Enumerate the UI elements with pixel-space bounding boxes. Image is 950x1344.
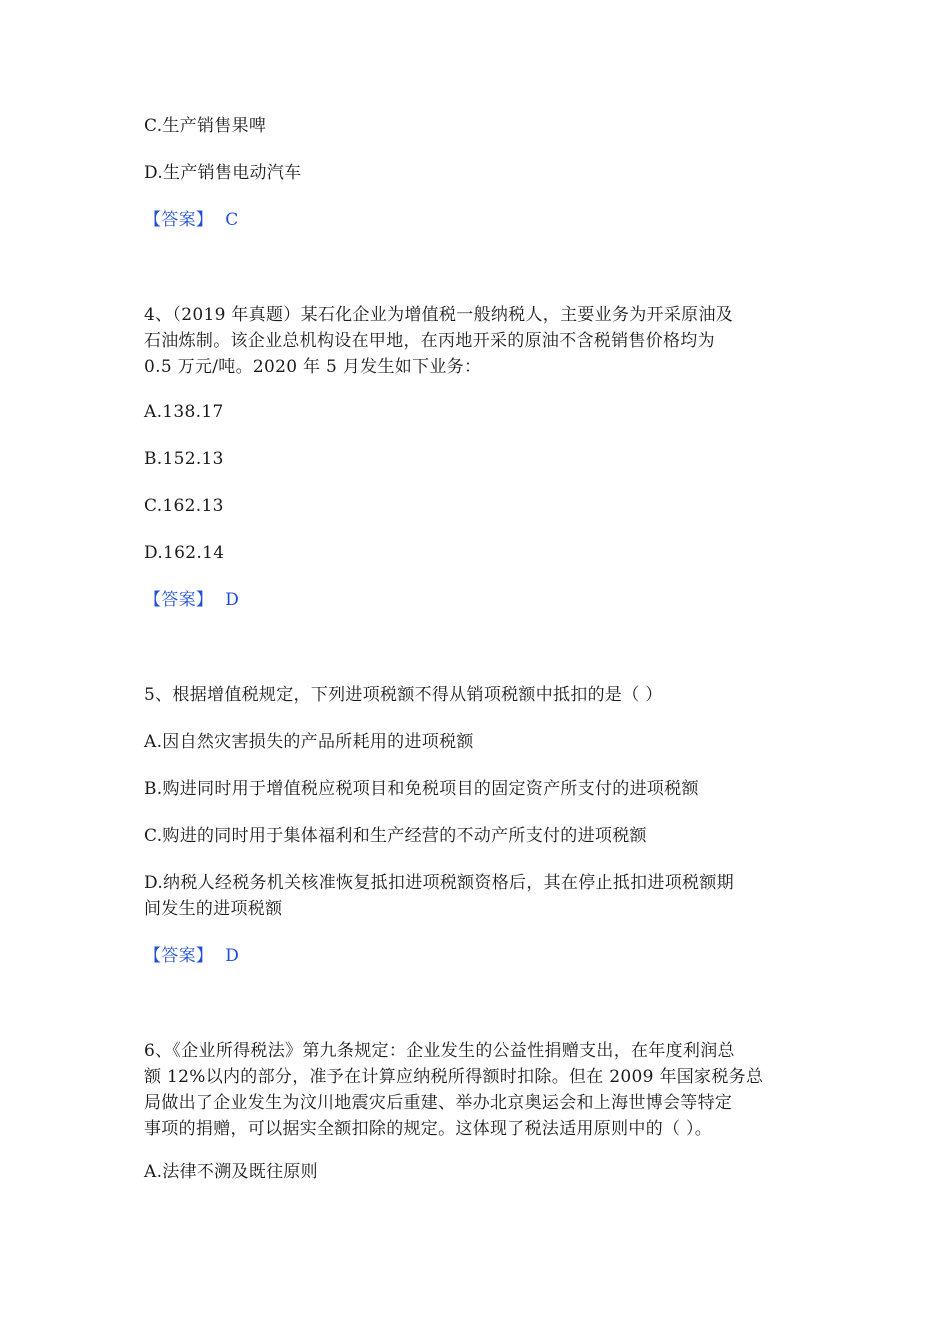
- q5-answer: [144, 943, 239, 969]
- q5-option-b: B.购进同时用于增值税应税项目和免税项目的固定资产所支付的进项税额: [144, 779, 699, 799]
- q4-stem-line-1: 4、（2019 年真题）某石化企业为增值税一般纳税人，主要业务为开采原油及: [144, 305, 734, 325]
- answer-label: 【答案】: [144, 210, 214, 230]
- answer-value: D: [225, 946, 240, 966]
- q6-stem-line-1: 6、《企业所得税法》第九条规定：企业发生的公益性捐赠支出，在年度利润总: [144, 1041, 735, 1061]
- answer-label: 【答案】: [144, 590, 214, 610]
- q4-stem-line-2: 石油炼制。该企业总机构设在甲地，在丙地开采的原油不含税销售价格均为: [144, 331, 715, 351]
- q3-option-d: D.生产销售电动汽车: [144, 163, 302, 183]
- q5-stem: 5、根据增值税规定，下列进项税额不得从销项税额中抵扣的是（ ）: [144, 685, 663, 705]
- q5-option-d-line-1: D.纳税人经税务机关核准恢复抵扣进项税额资格后，其在停止抵扣进项税额期: [144, 873, 734, 893]
- answer-label: 【答案】: [144, 946, 214, 966]
- q3-answer: [144, 207, 239, 233]
- q4-option-d: D.162.14: [144, 543, 225, 563]
- q6-stem-line-3: 局做出了企业发生为汶川地震灾后重建、举办北京奥运会和上海世博会等特定: [144, 1093, 733, 1113]
- answer-value: D: [225, 590, 240, 610]
- q6-option-a: A.法律不溯及既往原则: [144, 1162, 318, 1182]
- q5-option-c: C.购进的同时用于集体福利和生产经营的不动产所支付的进项税额: [144, 826, 647, 846]
- q4-option-b: B.152.13: [144, 449, 224, 469]
- q5-option-d-line-2: 间发生的进项税额: [144, 899, 283, 919]
- answer-value: C: [225, 210, 239, 230]
- q6-stem-line-2: 额 12%以内的部分，准予在计算应纳税所得额时扣除。但在 2009 年国家税务总: [144, 1067, 764, 1087]
- q4-option-c: C.162.13: [144, 496, 224, 516]
- q4-option-a: A.138.17: [144, 402, 224, 422]
- q4-stem-line-3: 0.5 万元/吨。2020 年 5 月发生如下业务：: [144, 357, 482, 377]
- q6-stem-line-4: 事项的捐赠，可以据实全额扣除的规定。这体现了税法适用原则中的（ ）。: [144, 1119, 713, 1139]
- q5-option-a: A.因自然灾害损失的产品所耗用的进项税额: [144, 732, 474, 752]
- q4-answer: [144, 587, 239, 613]
- q3-option-c: C.生产销售果啤: [144, 116, 267, 136]
